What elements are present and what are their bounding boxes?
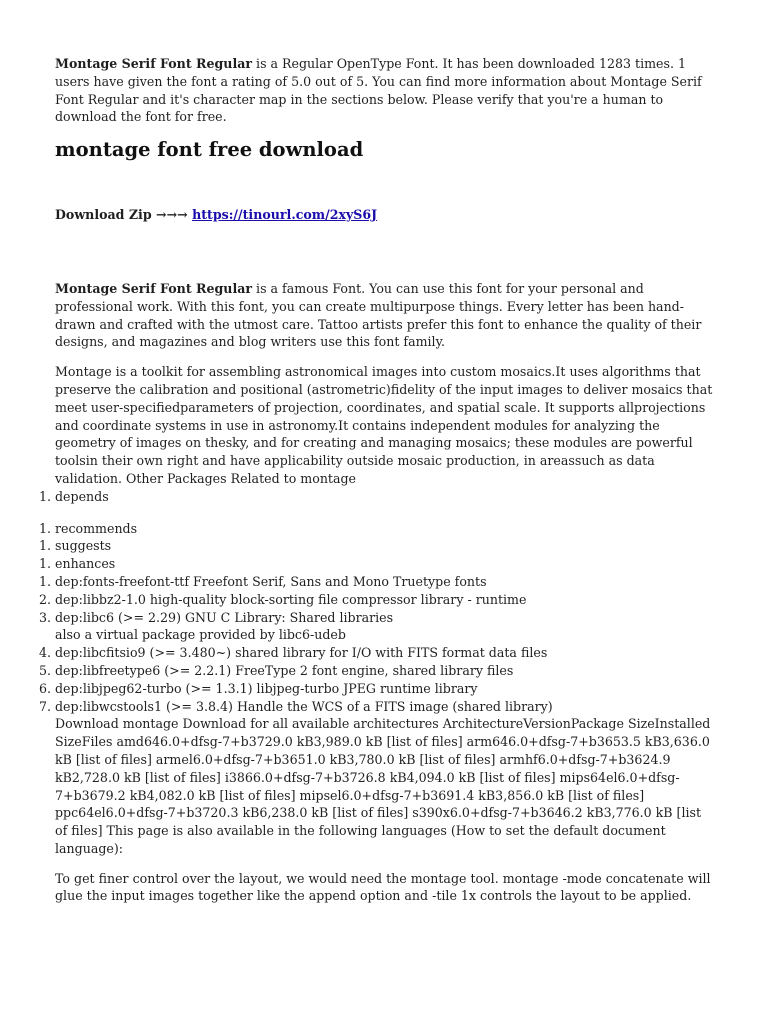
list-text: recommends — [55, 520, 138, 536]
list-text: dep:libfreetype6 (>= 2.2.1) FreeType 2 font engine, shared library files — [55, 662, 514, 678]
list-text: enhances — [55, 556, 116, 572]
list-item — [38, 555, 717, 573]
montage-tool-paragraph: To get finer control over the layout, we would need the montage tool. montage -mode concatenate will glue the input images together like the append option and -tile 1x controls the layout to be applied. — [55, 870, 711, 904]
list-number: 6. — [38, 680, 51, 696]
list-continuation: Download montage Download for all available architectures ArchitectureVersionPackage SizeInstalled SizeFiles amd646.0+dfsg-7+b3729.0 kB3,989.0 kB [list of files] arm646.0+dfsg-7+b3653.5 kB3,636.0 kB [list of files] armel6.0+dfsg-7+b3651.0 kB3,780.0 kB [list of files] armhf6.0+dfsg-7+b3624.9 kB2,728.0 kB [list of files] i3866.0+dfsg-7+b3726.8 kB4,094.0 kB [list of files] mips64el6.0+dfsg-7+b3679.2 kB4,082.0 kB [list of files] mipsel6.0+dfsg-7+b3691.4 kB3,856.0 kB [list of files] ppc64el6.0+dfsg-7+b3720.3 kB6,238.0 kB [list of files] s390x6.0+dfsg-7+b3646.2 kB3,776.0 kB [list of files] This page is also available in the following languages (How to set the default document language): — [55, 716, 711, 856]
list-number: 1. — [38, 520, 51, 536]
list-number: 1. — [38, 538, 51, 554]
document-body — [38, 55, 717, 905]
montage-toolkit-paragraph: Montage is a toolkit for assembling astronomical images into custom mosaics.It uses algorithms that preserve the calibration and positional (astrometric)fidelity of the input images to deliver mosaics that meet user-specifiedparameters of projection, coordinates, and spatial scale. It supports allprojections and coordinate systems in use in astronomy.It contains independent modules for analyzing the geometry of images on thesky, and for creating and managing mosaics; these modules are powerful toolsin their own right and have applicability outside mosaic production, in areassuch as data validation. Other Packages Related to montage — [55, 364, 713, 486]
list-item — [38, 537, 717, 555]
list-item — [38, 644, 717, 662]
list-item — [38, 662, 717, 680]
list-number: 7. — [38, 698, 51, 714]
list-continuation: also a virtual package provided by libc6-udeb — [55, 627, 346, 643]
list-text: dep:libcfitsio9 (>= 3.480~) shared library for I/O with FITS format data files — [55, 645, 548, 661]
relation-list-depends — [38, 488, 717, 506]
download-link[interactable]: https://tinourl.com/2xyS6J — [192, 207, 378, 223]
list-item — [38, 609, 717, 645]
list-text: dep:libc6 (>= 2.29) GNU C Library: Shared libraries — [55, 609, 394, 625]
page-heading: montage font free download — [55, 138, 364, 162]
list-item — [38, 573, 717, 591]
package-list — [38, 520, 717, 858]
intro-font-name: Montage Serif Font Regular — [55, 56, 253, 71]
list-number: 5. — [38, 662, 51, 678]
list-item — [38, 520, 717, 538]
font-description-paragraph — [55, 280, 717, 351]
list-text: dep:libbz2-1.0 high-quality block-sorting file compressor library - runtime — [55, 591, 527, 607]
list-text: depends — [55, 488, 109, 504]
description-font-name: Montage Serif Font Regular — [55, 280, 253, 296]
list-item — [38, 680, 717, 698]
intro-paragraph — [55, 55, 717, 126]
list-number: 1. — [38, 488, 51, 504]
download-label: Download Zip →→→ — [55, 207, 193, 223]
list-item — [38, 698, 717, 858]
list-number: 1. — [38, 556, 51, 572]
list-text: dep:libwcstools1 (>= 3.8.4) Handle the WCS of a FITS image (shared library) — [55, 698, 553, 714]
list-text: suggests — [55, 538, 112, 554]
intro-text: is a Regular OpenType Font. It has been downloaded 1283 times. 1 users have given the font a rating of 5.0 out of 5. You can find more information about Montage Serif Font Regular and it's character map in the sections below. Please verify that you're a human to download the font for free. — [55, 56, 702, 125]
list-number: 4. — [38, 645, 51, 661]
list-item — [38, 591, 717, 609]
list-item — [38, 488, 717, 506]
download-line — [55, 206, 717, 224]
list-number: 2. — [38, 591, 51, 607]
list-number: 1. — [38, 573, 51, 589]
list-text: dep:libjpeg62-turbo (>= 1.3.1) libjpeg-turbo JPEG runtime library — [55, 680, 478, 696]
description-text: is a famous Font. You can use this font for your personal and professional work. With this font, you can create multipurpose things. Every letter has been hand-drawn and crafted with the utmost care. Tattoo artists prefer this font to enhance the quality of their designs, and magazines and blog writers use this font family. — [55, 280, 702, 350]
list-number: 3. — [38, 609, 51, 625]
list-text: dep:fonts-freefont-ttf Freefont Serif, Sans and Mono Truetype fonts — [55, 573, 487, 589]
